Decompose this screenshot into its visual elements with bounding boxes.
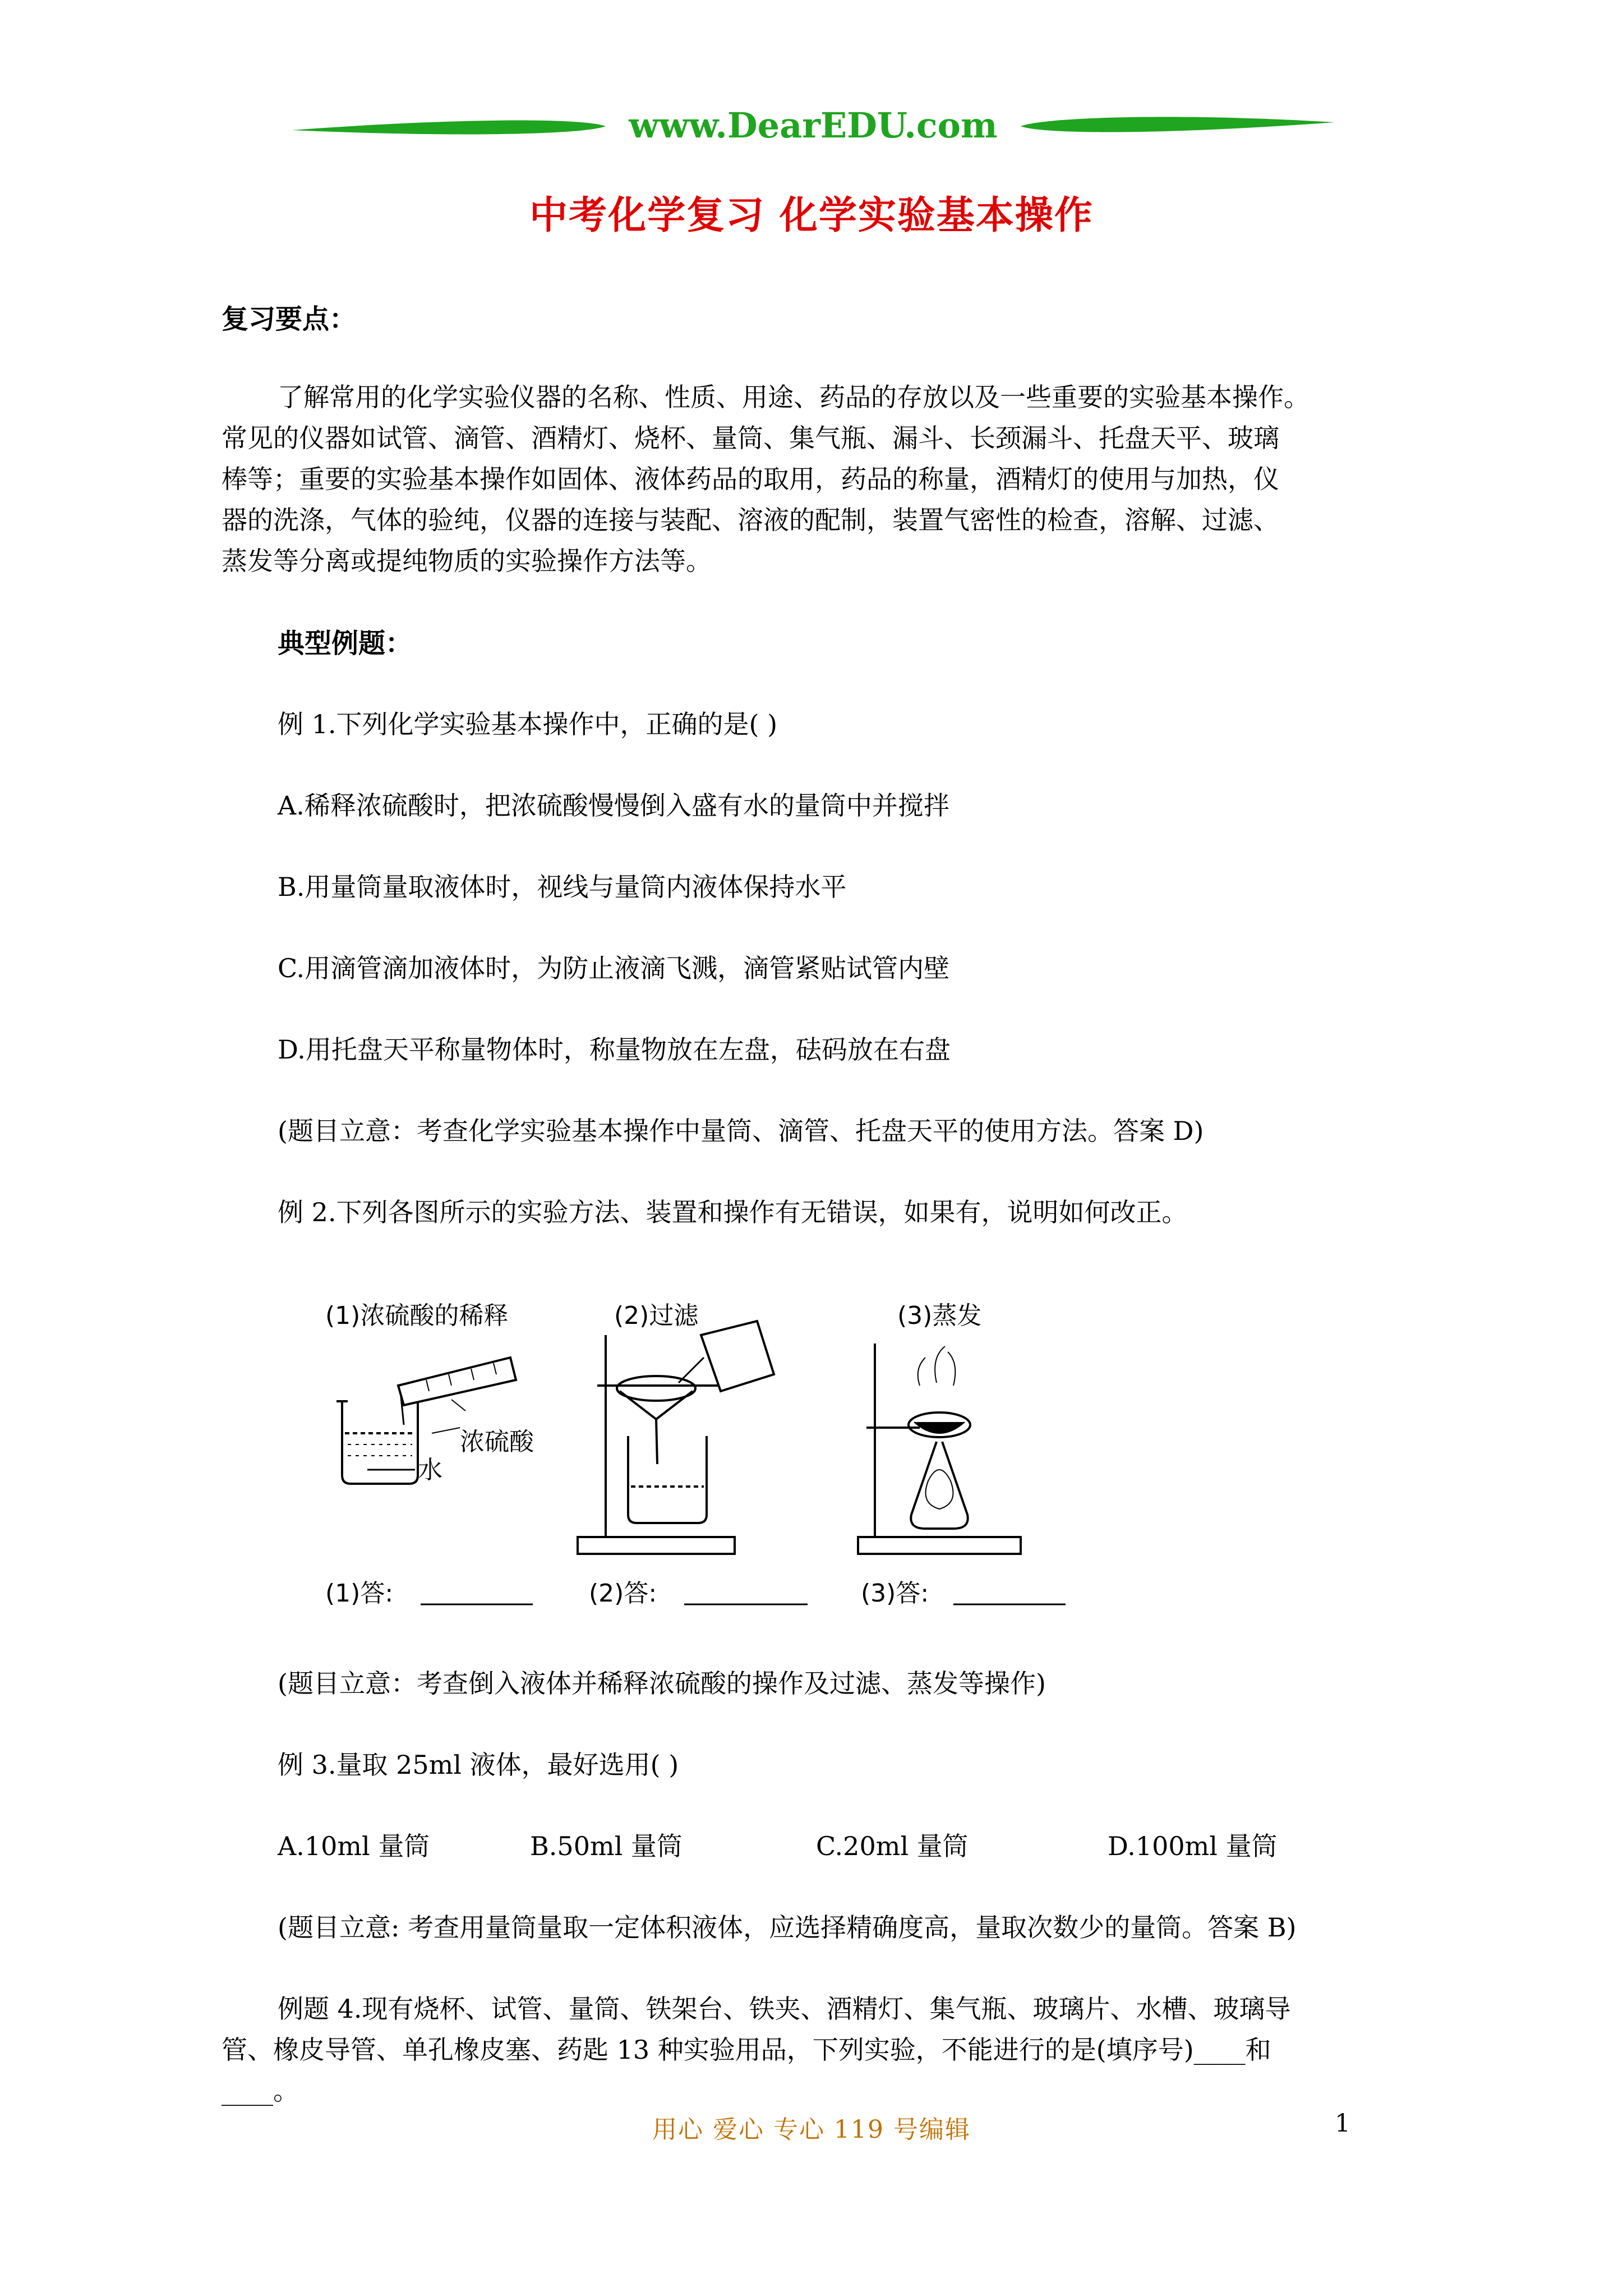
page-title: 中考化学复习 化学实验基本操作 bbox=[529, 194, 1094, 238]
page-footer: 用心 爱心 专心 119 号编辑 bbox=[652, 2115, 971, 2144]
graduated-cylinder-shape bbox=[398, 1358, 516, 1405]
paragraph-line: 常见的仪器如试管、滴管、酒精灯、烧杯、量筒、集气瓶、漏斗、长颈漏斗、托盘天平、玻璃 bbox=[222, 423, 1279, 453]
callout-water: 水 bbox=[418, 1456, 442, 1484]
ex1-option-b: B.用量筒量取液体时，视线与量筒内液体保持水平 bbox=[278, 872, 847, 902]
ex4-line: 管、橡皮导管、单孔橡皮塞、药匙 13 种实验用品，下列实验，不能进行的是(填序号)____和 bbox=[222, 2035, 1271, 2065]
section-heading-review: 复习要点： bbox=[222, 303, 357, 335]
paragraph-line: 器的洗涤，气体的验纯，仪器的连接与装配、溶液的配制，装置气密性的检查，溶解、过滤、 bbox=[222, 505, 1279, 535]
ex1-option-d: D.用托盘天平称量物体时，称量物放在左盘，砝码放在右盘 bbox=[278, 1034, 951, 1065]
ex2-note: (题目立意：考查倒入液体并稀释浓硫酸的操作及过滤、蒸发等操作) bbox=[278, 1668, 1046, 1699]
ex1-option-c: C.用滴管滴加液体时，为防止液滴飞溅，滴管紧贴试管内壁 bbox=[278, 953, 950, 983]
ex1-option-a: A.稀释浓硫酸时，把浓硫酸慢慢倒入盛有水的量筒中并搅拌 bbox=[278, 790, 949, 821]
ex3-note: (题目立意: 考查用量筒量取一定体积液体，应选择精确度高，量取次数少的量筒。答案 B) bbox=[278, 1912, 1297, 1943]
ex4-line: ____。 bbox=[222, 2076, 299, 2106]
figure-label-filtration: (2)过滤 bbox=[614, 1301, 699, 1330]
beaker-shape bbox=[342, 1402, 418, 1484]
answer-label-2: (2)答: bbox=[589, 1579, 657, 1608]
logo-banner-graphic bbox=[292, 95, 1335, 157]
ex2-question: 例 2.下列各图所示的实验方法、装置和操作有无错误，如果有，说明如何改正。 bbox=[278, 1197, 1188, 1227]
ex3-option-a: A.10ml 量筒 bbox=[278, 1831, 430, 1861]
paragraph-line: 棒等；重要的实验基本操作如固体、液体药品的取用，药品的称量，酒精灯的使用与加热，仪 bbox=[222, 464, 1279, 494]
ex3-question: 例 3.量取 25ml 液体，最好选用( ) bbox=[278, 1750, 679, 1780]
ex3-option-b: B.50ml 量筒 bbox=[530, 1831, 683, 1861]
paragraph-line: 蒸发等分离或提纯物质的实验操作方法等。 bbox=[222, 546, 712, 576]
ex4-line: 例题 4.现有烧杯、试管、量筒、铁架台、铁夹、酒精灯、集气瓶、玻璃片、水槽、玻璃导 bbox=[278, 1994, 1291, 2024]
experiment-figure bbox=[314, 1290, 1088, 1616]
ex3-option-d: D.100ml 量筒 bbox=[1108, 1831, 1278, 1861]
page-number: 1 bbox=[1335, 2109, 1350, 2138]
answer-label-1: (1)答: bbox=[325, 1579, 394, 1608]
section-heading-examples: 典型例题： bbox=[278, 628, 413, 659]
paragraph-line: 了解常用的化学实验仪器的名称、性质、用途、药品的存放以及一些重要的实验基本操作。 bbox=[278, 382, 1310, 412]
ex3-option-c: C.20ml 量筒 bbox=[816, 1831, 969, 1861]
site-name: www.DearEDU.com bbox=[629, 105, 998, 146]
answer-label-3: (3)答: bbox=[861, 1579, 929, 1608]
ex1-note: (题目立意：考查化学实验基本操作中量筒、滴管、托盘天平的使用方法。答案 D) bbox=[278, 1116, 1204, 1146]
figure-label-evaporation: (3)蒸发 bbox=[897, 1301, 982, 1330]
callout-sulfuric-acid: 浓硫酸 bbox=[460, 1428, 534, 1456]
ex1-question: 例 1.下列化学实验基本操作中，正确的是( ) bbox=[278, 709, 778, 739]
header-logo bbox=[292, 95, 1335, 157]
figure-label-dilution: (1)浓硫酸的稀释 bbox=[325, 1301, 509, 1330]
